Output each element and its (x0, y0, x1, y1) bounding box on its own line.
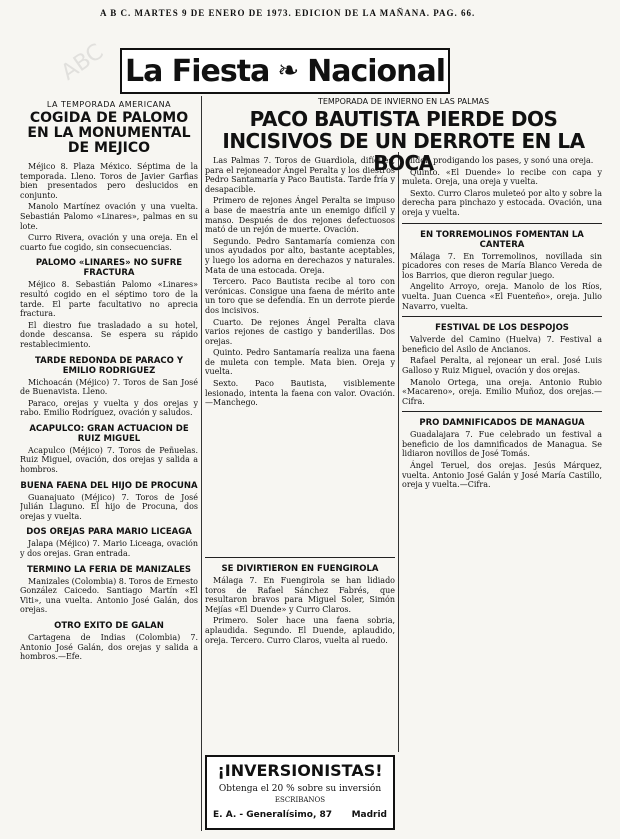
subheadline: BUENA FAENA DEL HIJO DE PROCUNA (20, 480, 198, 491)
section-masthead (120, 48, 450, 94)
fuengirola-article (205, 552, 395, 750)
ad-text: Obtenga el 20 % sobre su inversión (218, 784, 382, 794)
center-article-body (205, 156, 395, 551)
subheadline: PALOMO «LINARES» NO SUFRE FRACTURA (35, 258, 183, 279)
article-headline: COGIDA DE PALOMO EN LA MONUMENTAL DE MEJICO (27, 110, 191, 156)
column-rule (398, 152, 399, 752)
right-column (402, 156, 602, 831)
article-paragraph: Méjico 8. Sebastián Palomo «Linares» resultó cogido en el séptimo toro de la tarde. El parte facultativo no aprecia fractura. (20, 280, 198, 319)
article-paragraph: Quinto. «El Duende» lo recibe con capa y muleta. Oreja, una oreja y vuelta. (402, 167, 602, 187)
divider (402, 223, 602, 224)
subheadline: EN TORREMOLINOS FOMENTAN LA CANTERA (420, 229, 584, 250)
subheadline: SE DIVIRTIERON EN FUENGIROLA (221, 564, 379, 574)
divider (402, 411, 602, 412)
article-paragraph: Valverde del Camino (Huelva) 7. Festival a beneficio del Asilo de Ancianos. (402, 335, 602, 354)
divider (205, 557, 395, 558)
ad-city: Madrid (351, 810, 387, 820)
ad-address: E. A. - Generalísimo, 87 (213, 810, 333, 820)
article-paragraph: Paraco, orejas y vuelta y dos orejas y rabo. Emilio Rodríguez, ovación y saludos. (20, 398, 198, 418)
subheadline: FESTIVAL DE LOS DESPOJOS (435, 323, 569, 334)
article-paragraph: Manizales (Colombia) 8. Toros de Ernesto González Caicedo. Santiago Martín «El Viti», una vuelta. Antonio José Galán, dos orejas. (20, 576, 198, 615)
abc-watermark: ABC (56, 39, 109, 86)
article-paragraph: Jalapa (Méjico) 7. Mario Liceaga, ovación y dos orejas. Gran entrada. (20, 539, 198, 559)
article-paragraph: Curro Rivera, ovación y una oreja. En el cuarto fue cogido, sin consecuencias. (20, 233, 198, 252)
article-paragraph: Málaga 7. En Torremolinos, novillada sin picadores con reses de María Blanco Vereda de los Barrios, que dieron regular juego. (402, 251, 602, 280)
article-paragraph: Primero. Soler hace una faena sobria, aplaudida. Segundo. El Duende, aplaudido, oreja. Tercero. Curro Claros, vuelta al ruedo. (205, 616, 395, 645)
article-paragraph: lidor, prodigando los pases, y sonó una oreja. (410, 156, 594, 165)
ad-title: ¡INVERSIONISTAS! (217, 761, 383, 780)
article-paragraph: Guadalajara 7. Fue celebrado un festival a beneficio de los damnificados de Managua. Se lidiaron novillos de José Tomás. (402, 430, 602, 459)
ad-footer (207, 810, 393, 820)
divider (402, 316, 602, 317)
ad-small: ESCRIBANOS (274, 796, 326, 804)
left-column (20, 100, 198, 830)
article-paragraph: Sexto. Curro Claros muleteó por alto y sobre la derecha para pinchazo y estocada. Ovación, una oreja y vuelta. (402, 188, 602, 217)
article-paragraph: Cuarto. De rejones Ángel Peralta clava varios rejones de castigo y banderillas. Dos orejas. (205, 317, 395, 346)
article-paragraph: El diestro fue trasladado a su hotel, donde descansa. Se espera su rápido restablecimiento. (20, 320, 198, 349)
subheadline: DOS OREJAS PARA MARIO LICEAGA (26, 527, 192, 538)
article-paragraph: Manolo Martínez ovación y una vuelta. Sebastián Palomo «Linares», palmas en su lote. (20, 202, 198, 231)
page-header: A B C. MARTES 9 DE ENERO DE 1973. EDICION DE LA MAÑANA. PAG. 66. (100, 8, 476, 18)
article-paragraph: Méjico 8. Plaza México. Séptima de la temporada. Lleno. Toros de Javier Garfias bien presentados pero deslucidos en conjunto. (20, 162, 198, 200)
article-paragraph: Málaga 7. En Fuengirola se han lidiado toros de Rafael Sánchez Fabrés, que resultaron bravos para Miguel Soler, Simón Mejías «El Duende» y Curro Claros. (205, 576, 395, 614)
column-rule (201, 96, 202, 831)
section-label: TEMPORADA DE INVIERNO EN LAS PALMAS (317, 97, 490, 106)
article-paragraph: Michoacán (Méjico) 7. Toros de San José de Buenavista. Lleno. (20, 377, 198, 397)
article-paragraph: Segundo. Pedro Santamaría comienza con unos ayudados por alto, bastante aceptables, y luego los adorna en derechazos y naturales. Mata de una estocada. Oreja. (205, 236, 395, 275)
masthead-right-word: Nacional (307, 53, 446, 89)
subheadline: OTRO EXITO DE GALAN (54, 621, 164, 631)
article-paragraph: Tercero. Paco Bautista recibe al toro con verónicas. Consigue una faena de mérito ante un toro que se defendía. En un derrote pierde dos incisivos. (205, 277, 395, 315)
article-paragraph: Cartagena de Indias (Colombia) 7. Antonio José Galán, dos orejas y salida a hombros.—Efe. (20, 633, 198, 662)
advertisement-box (205, 755, 395, 830)
subheadline: TERMINO LA FERIA DE MANIZALES (26, 564, 192, 575)
masthead-left-word: La Fiesta (124, 53, 270, 89)
article-paragraph: Quinto. Pedro Santamaría realiza una faena de muleta con temple. Mata bien. Oreja y vuelta. (205, 348, 395, 377)
article-paragraph: Manolo Ortega, una oreja. Antonio Rubio «Macareno», oreja. Emilio Muñoz, dos orejas.—Cifra. (402, 377, 602, 406)
article-paragraph: Ángel Teruel, dos orejas. Jesús Márquez, vuelta. Antonio José Galán y José María Castillo, oreja y vuelta.—Cifra. (402, 461, 602, 490)
article-paragraph: Primero de rejones Ángel Peralta se impuso a base de maestría ante un enemigo difícil y manso. Después de dos rejones defectuosos mató de un rejón de muerte. Ovación. (205, 196, 395, 235)
main-headline: PACO BAUTISTA PIERDE DOS INCISIVOS DE UN DERROTE EN LA BOCA (222, 107, 585, 175)
subheadline: ACAPULCO: GRAN ACTUACION DE RUIZ MIGUEL (29, 423, 189, 444)
bull-ornament-icon: ❧ (277, 56, 300, 86)
subheadline: PRO DAMNIFICADOS DE MANAGUA (419, 418, 585, 429)
article-paragraph: Guanajuato (Méjico) 7. Toros de José Julián Llaguno. El hijo de Procuna, dos orejas y vuelta. (20, 492, 198, 521)
article-paragraph: Sexto. Paco Bautista, visiblemente lesionado, intenta la faena con valor. Ovación.—Manchego. (205, 379, 395, 408)
article-paragraph: Angelito Arroyo, oreja. Manolo de los Ríos, vuelta. Juan Cuenca «El Fuenteño», oreja. Julio Navarro, vuelta. (402, 282, 602, 311)
article-paragraph: Acapulco (Méjico) 7. Toros de Peñuelas. Ruiz Miguel, ovación, dos orejas y salida a hombros. (20, 445, 198, 475)
subheadline: TARDE REDONDA DE PARACO Y EMILIO RODRIGUEZ (35, 355, 183, 376)
article-paragraph: Las Palmas 7. Toros de Guardiola, difíciles, para el rejoneador Ángel Peralta y los diestros Pedro Santamaría y Paco Bautista. Tarde fría y desapacible. (205, 156, 395, 194)
section-label: LA TEMPORADA AMERICANA (46, 100, 172, 109)
article-paragraph: Rafael Peralta, al rejonear un eral. José Luis Galloso y Ruiz Miguel, ovación y dos orejas. (402, 356, 602, 375)
